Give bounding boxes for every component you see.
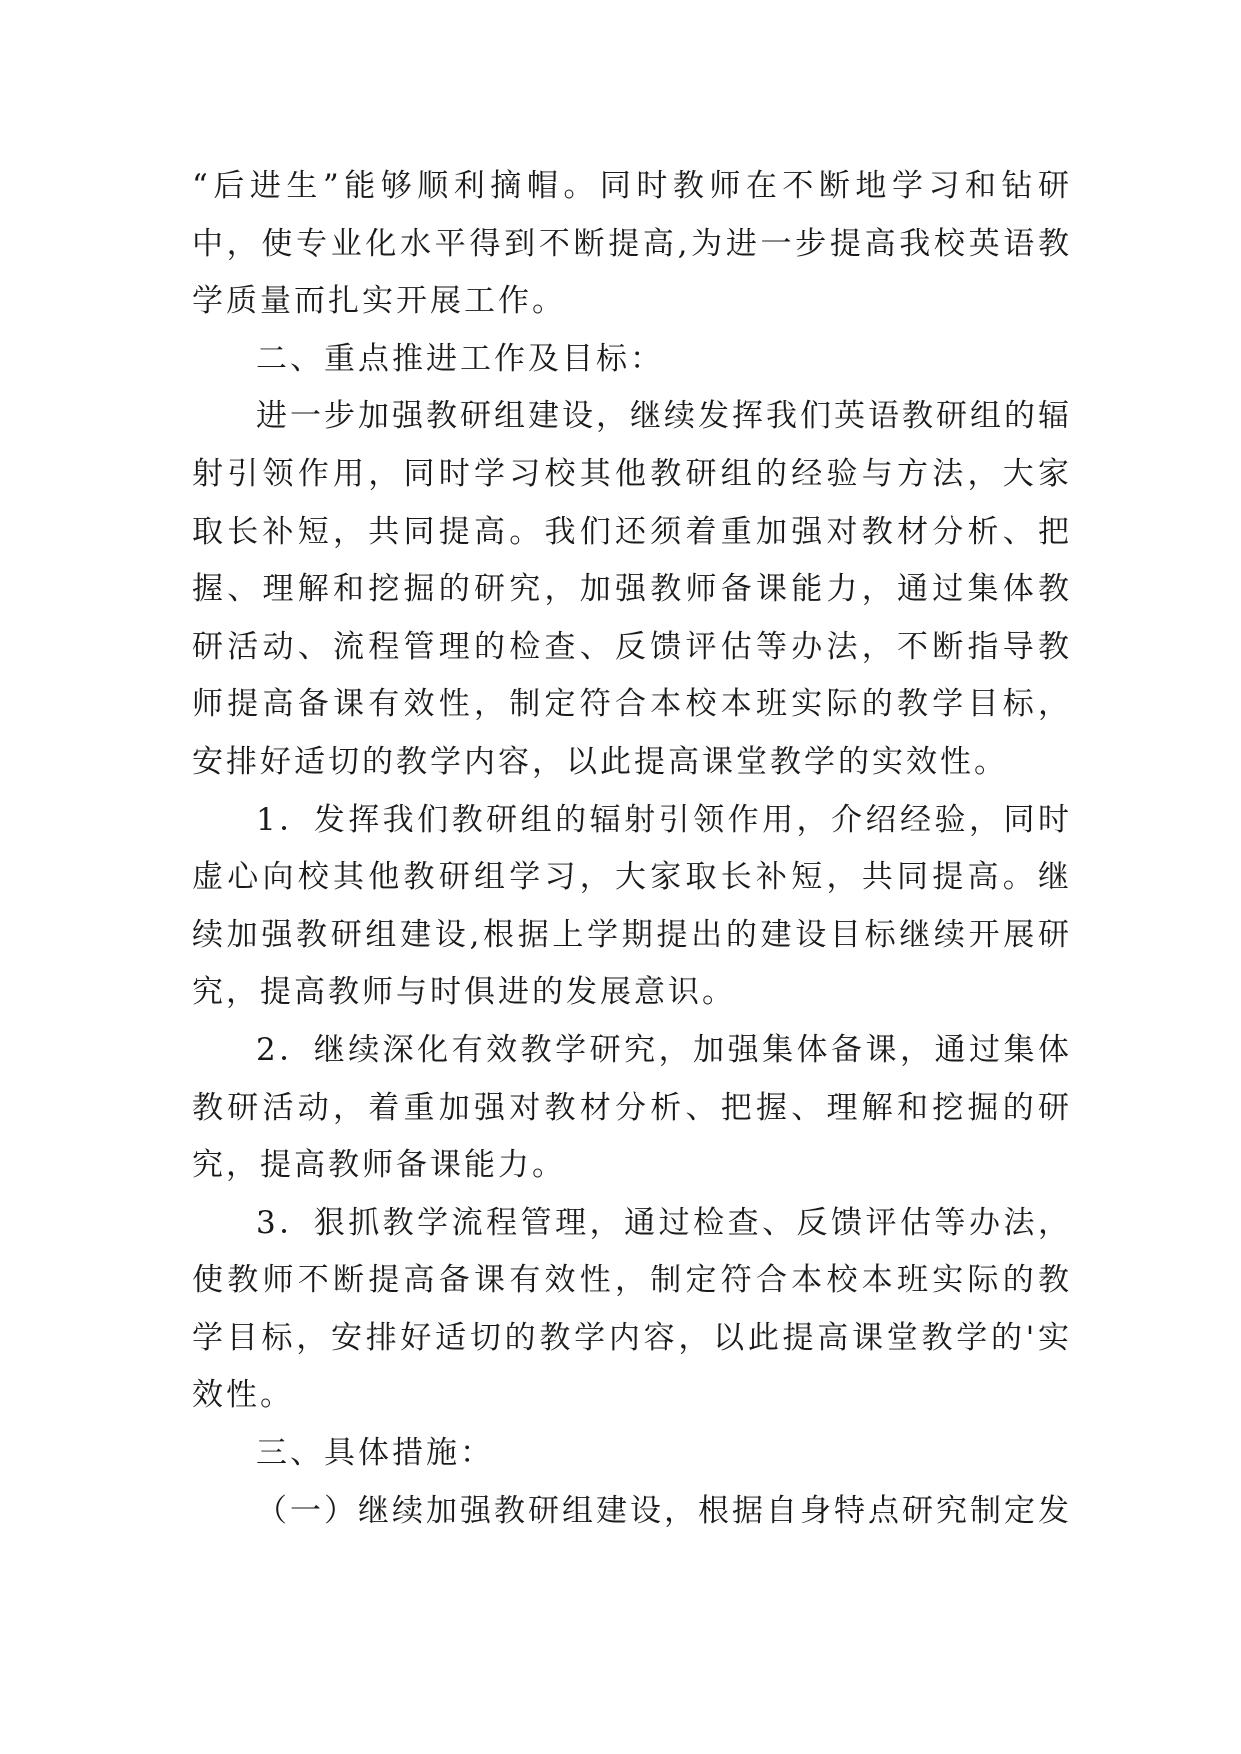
paragraph-goals-overview: 进一步加强教研组建设，继续发挥我们英语教研组的辐射引领作用，同时学习校其他教研组的经验与方法，大家取长补短，共同提高。我们还须着重加强对教材分析、把握、理解和挖掘的研究，加强教师备课能力，通过集体教研活动、流程管理的检查、反馈评估等办法，不断指导教师提高备课有效性，制定符合本校本班实际的教学目标，安排好适切的教学内容，以此提高课堂教学的实效性。 [192,398,1072,780]
document-body [192,158,1072,1540]
paragraph-intro-continuation: “后进生”能够顺利摘帽。同时教师在不断地学习和钻研中，使专业化水平得到不断提高,为进一步提高我校英语教学质量而扎实开展工作。 [192,168,1072,320]
section-heading-measures: 三、具体措施： [256,1435,494,1472]
list-item-1: 1．发挥我们教研组的辐射引领作用，介绍经验，同时虚心向校其他教研组学习，大家取长补短，共同提高。继续加强教研组建设,根据上学期提出的建设目标继续开展研究，提高教师与时俱进的发展意识。 [192,801,1072,1011]
list-item-3: 3．狠抓教学流程管理，通过检查、反馈评估等办法，使教师不断提高备课有效性，制定符合本校本班实际的教学目标，安排好适切的教学内容，以此提高课堂教学的'实效性。 [192,1204,1072,1414]
list-item-2: 2．继续深化有效教学研究，加强集体备课，通过集体教研活动，着重加强对教材分析、把握、理解和挖掘的研究，提高教师备课能力。 [192,1031,1072,1184]
section-heading-key-goals: 二、重点推进工作及目标： [256,340,664,377]
paragraph-measure-1: （一）继续加强教研组建设，根据自身特点研究制定发 [256,1492,1072,1529]
